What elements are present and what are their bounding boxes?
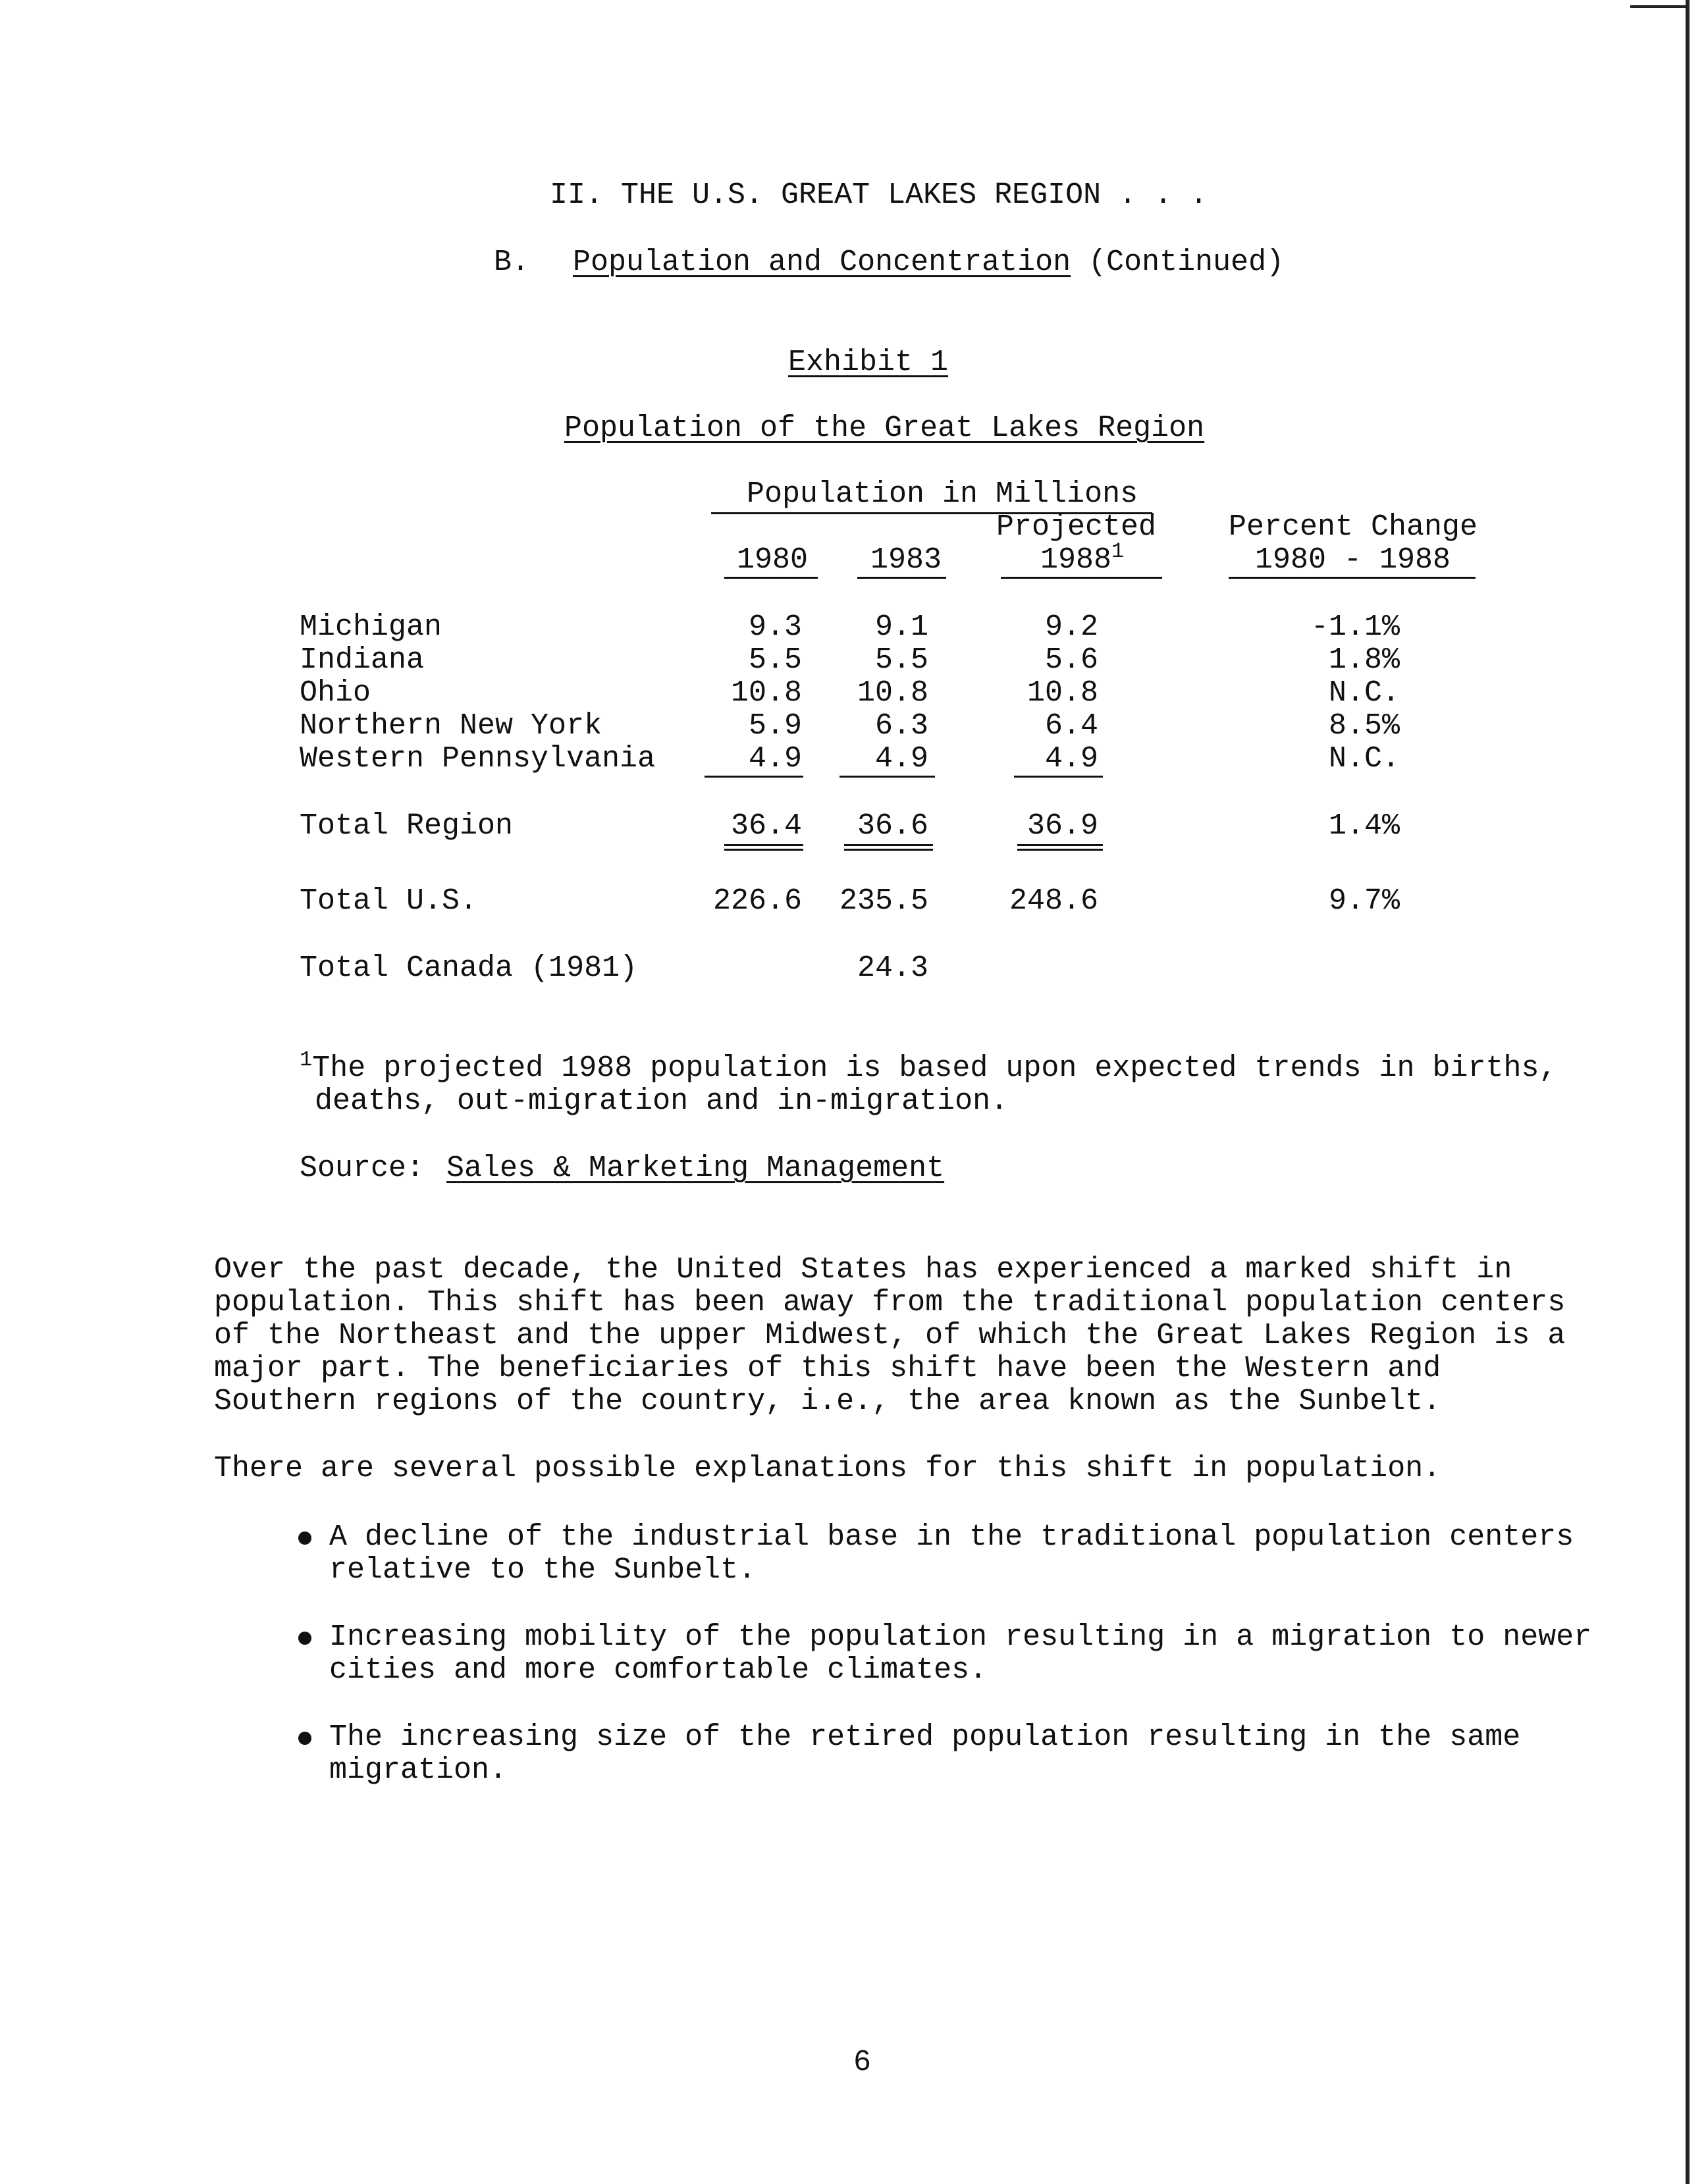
cell-1988: 4.9 [1044,742,1098,776]
cell-1988: 10.8 [1026,676,1098,710]
subsection-heading [573,246,1284,279]
rule-1983 [857,577,946,579]
bullet-line: cities and more comfortable climates. [329,1653,988,1687]
cell-percent: 1.8% [1328,643,1400,677]
sum-rule-1988 [1014,776,1103,778]
row-label: Total Region [300,809,514,843]
bullet-line: Increasing mobility of the population resulting in a migration to newer [329,1620,1592,1654]
cell-1983: 10.8 [857,676,928,710]
body-paragraph-line: Southern regions of the country, i.e., the area known as the Sunbelt. [214,1385,1441,1418]
row-label: Total U.S. [300,884,478,918]
rule-1980 [724,577,818,579]
col-header-footnote-ref: 1 [1111,539,1125,564]
col-header-1983: 1983 [870,543,942,577]
row-label: Western Pennsylvania [300,742,656,776]
page-corner-rule [1630,5,1690,8]
footnote-text-1: The projected 1988 population is based upon expected trends in births, [312,1052,1557,1085]
cell-1980: 5.5 [748,643,802,677]
body-paragraph-2: There are several possible explanations for this shift in population. [214,1452,1441,1485]
cell-1983: 9.1 [874,610,928,644]
rule-percent [1229,577,1476,579]
cell-1988: 9.2 [1044,610,1098,644]
footnote-marker: 1 [300,1048,313,1072]
col-header-1988-year: 1988 [1040,543,1112,577]
bullet-icon [298,1732,311,1745]
row-label: Northern New York [300,709,602,743]
subsection-title: Population and Concentration [573,246,1071,279]
page-edge-rule [1686,0,1690,2184]
cell-1983: 6.3 [874,709,928,743]
subsection-letter: B. [494,246,530,279]
cell-1988: 6.4 [1044,709,1098,743]
footnote-line-2: deaths, out-migration and in-migration. [315,1084,1009,1118]
col-header-1988 [1040,539,1125,577]
cell-1980: 5.9 [748,709,802,743]
sum-rule-1980 [705,776,803,778]
cell-1983: 36.6 [857,809,928,843]
cell-1980: 9.3 [748,610,802,644]
cell-1980: 4.9 [748,742,802,776]
cell-1983: 4.9 [874,742,928,776]
rule-1988 [1001,577,1162,579]
double-rule-1988 [1017,844,1103,851]
body-paragraph-line: of the Northeast and the upper Midwest, of which the Great Lakes Region is a [214,1319,1566,1352]
col-header-1980: 1980 [737,543,809,577]
row-label: Total Canada (1981) [300,951,638,985]
cell-1988: 36.9 [1026,809,1098,843]
row-label: Ohio [300,676,371,710]
bullet-icon [298,1632,311,1645]
cell-1983: 235.5 [839,884,928,918]
row-label: Michigan [300,610,442,644]
cell-1980: 36.4 [730,809,802,843]
cell-percent: N.C. [1328,742,1400,776]
col-header-projected: Projected [996,510,1157,544]
exhibit-title: Population of the Great Lakes Region [564,412,1205,445]
cell-percent: 1.4% [1328,809,1400,843]
cell-1980: 10.8 [730,676,802,710]
body-paragraph-line: Over the past decade, the United States has experienced a marked shift in [214,1253,1512,1287]
source-value: Sales & Marketing Management [446,1152,945,1185]
cell-percent: 9.7% [1328,884,1400,918]
group-header: Population in Millions [747,477,1138,511]
cell-percent: N.C. [1328,676,1400,710]
cell-1983: 24.3 [857,951,928,985]
subsection-suffix: (Continued) [1088,246,1285,279]
bullet-line: The increasing size of the retired population resulting in the same [329,1720,1521,1754]
cell-percent: -1.1% [1310,610,1400,644]
cell-1988: 5.6 [1044,643,1098,677]
cell-1983: 5.5 [874,643,928,677]
row-label: Indiana [300,643,425,677]
body-paragraph-line: population. This shift has been away from the traditional population centers [214,1286,1566,1319]
col-header-percent-change: Percent Change [1229,510,1478,544]
footnote-line-1 [300,1048,1557,1085]
cell-1980: 226.6 [712,884,802,918]
page-number: 6 [853,2046,872,2079]
sum-rule-1983 [839,776,935,778]
exhibit-label: Exhibit 1 [788,346,949,379]
bullet-line: migration. [329,1753,508,1787]
cell-1988: 248.6 [1009,884,1098,918]
col-header-range: 1980 - 1988 [1255,543,1451,577]
body-paragraph-line: major part. The beneficiaries of this shift have been the Western and [214,1352,1441,1385]
bullet-icon [298,1531,311,1545]
double-rule-1980 [724,844,803,851]
section-heading: II. THE U.S. GREAT LAKES REGION . . . [550,178,1208,212]
source-label: Source: [300,1152,425,1185]
bullet-line: A decline of the industrial base in the traditional population centers [329,1520,1574,1554]
double-rule-1983 [844,844,933,851]
bullet-line: relative to the Sunbelt. [329,1553,757,1587]
cell-percent: 8.5% [1328,709,1400,743]
